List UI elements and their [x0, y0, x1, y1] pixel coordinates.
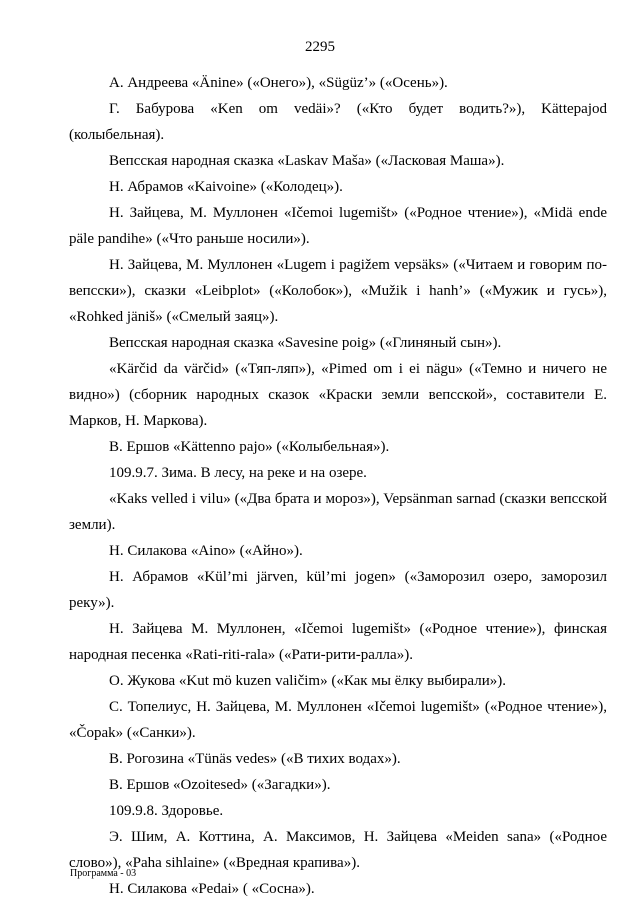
document-body	[69, 70, 607, 902]
section-heading: 109.9.8. Здоровье.	[109, 803, 224, 819]
paragraph: С. Топелиус, Н. Зайцева, М. Муллонен «Ičemoi lugemišt» («Родное чтение»), «Čopak» («Санки»).	[69, 699, 607, 741]
paragraph: Н. Зайцева, М. Муллонен «Lugem i pagižem vepsäks» («Читаем и говорим по-вепсски»), сказки «Leibplot» («Колобок»), «Mužik i hanh’» («Мужик и гусь»), «Rohked jäniš» («Смелый заяц»).	[69, 257, 607, 325]
paragraph: В. Ершов «Kättenno pajo» («Колыбельная»).	[109, 439, 390, 455]
paragraph: А. Андреева «Änine» («Онего»), «Sügüz’» («Осень»).	[109, 75, 448, 91]
page-number: 2295	[305, 39, 335, 55]
paragraph: Н. Зайцева М. Муллонен, «Ičemoi lugemišt» («Родное чтение»), финская народная песенка «Rati-riti-rala» («Рати-рити-ралла»).	[69, 621, 607, 663]
section-heading: 109.9.7. Зима. В лесу, на реке и на озере.	[109, 465, 367, 481]
paragraph: Вепсская народная сказка «Savesine poig» («Глиняный сын»).	[109, 335, 502, 351]
paragraph: Н. Абрамов «Kaivoine» («Колодец»).	[109, 179, 343, 195]
paragraph: «Kaks velled i vilu» («Два брата и мороз»), Vepsänman sarnad (сказки вепсской земли).	[69, 491, 607, 533]
paragraph: Н. Зайцева, М. Муллонен «Ičemoi lugemišt» («Родное чтение»), «Midä ende päle pandihe» («Что раньше носили»).	[69, 205, 607, 247]
paragraph: Э. Шим, А. Коттина, А. Максимов, Н. Зайцева «Meiden sana» («Родное слово»), «Paha sihlaine» («Вредная крапива»).	[69, 829, 607, 871]
paragraph: О. Жукова «Kut mö kuzen valičim» («Как мы ёлку выбирали»).	[109, 673, 506, 689]
page-footer: Программа - 03	[70, 868, 137, 879]
paragraph: Г. Бабурова «Ken om vedäi»? («Кто будет водить?»), Kättepajod (колыбельная).	[69, 101, 607, 143]
paragraph: Н. Силакова «Pedai» ( «Сосна»).	[109, 881, 315, 897]
paragraph: «Kärčid da värčid» («Тяп-ляп»), «Pimed om i ei nägu» («Темно и ничего не видно») (сборник народных сказок «Краски земли вепсской», составители Е. Марков, Н. Маркова).	[69, 361, 607, 429]
paragraph: Н. Абрамов «Kül’mi järven, kül’mi jogen» («Заморозил озеро, заморозил реку»).	[69, 569, 607, 611]
paragraph: В. Ершов «Ozoitesed» («Загадки»).	[109, 777, 331, 793]
paragraph: В. Рогозина «Tünäs vedes» («В тихих водах»).	[109, 751, 401, 767]
paragraph: Вепсская народная сказка «Laskav Maša» («Ласковая Маша»).	[109, 153, 505, 169]
paragraph: Н. Силакова «Aino» («Айно»).	[109, 543, 303, 559]
